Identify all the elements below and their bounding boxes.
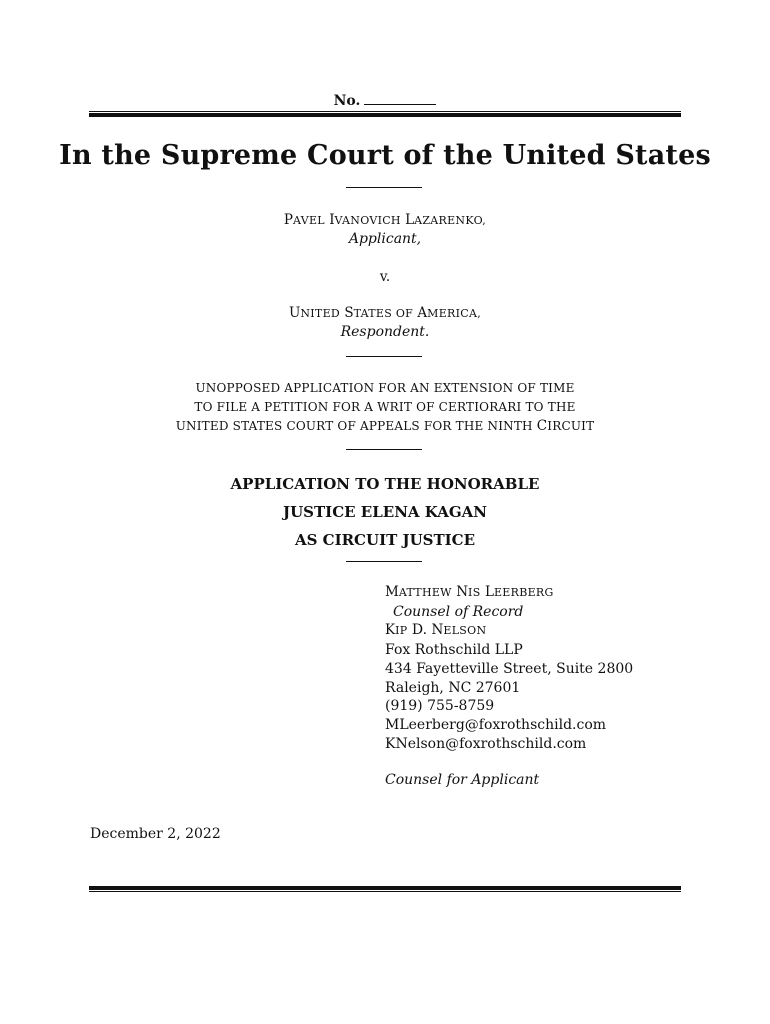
counsel-name-part: ELSON [443,624,487,638]
counsel-name-part: N [431,622,444,639]
counsel-name-part: K [385,622,396,639]
applicant-name-part: I [329,212,335,228]
counsel-city: Raleigh, NC 27601 [385,679,521,696]
motion-title-line-2: TO FILE A PETITION FOR A WRIT OF CERTIORARI TO THE [194,400,576,414]
respondent-name-part: A [417,305,428,321]
respondent-name [0,304,770,323]
counsel-email-2[interactable]: KNelson@foxrothschild.com [385,735,587,752]
motion-title-line-3-part: IRCUIT [547,419,595,433]
applicant-name-part: L [405,212,415,228]
bottom-rule-thick [89,886,681,890]
counsel-name-part: IS [468,586,481,599]
separator-rule-2 [346,356,422,357]
counsel-name-part: EERBERG [493,586,554,599]
court-title: In the Supreme Court of the United States [59,140,711,171]
top-double-rule [89,111,681,117]
applicant-name [0,211,770,230]
bottom-double-rule [89,886,681,892]
counsel-block [385,583,633,790]
application-line-3: AS CIRCUIT JUSTICE [294,531,476,549]
counsel-name-part: IP [395,624,408,638]
motion-title-line-3 [0,417,770,436]
separator-rule-3 [346,449,422,450]
respondent-name-part: MERICA, [427,307,482,320]
docket-label: No. [333,93,361,109]
counsel-name-1 [385,583,633,603]
applicant-role: Applicant, [348,231,422,247]
top-rule-thick [89,113,681,117]
motion-title-line-3-part: UNITED STATES COURT OF APPEALS FOR THE NINTH [175,419,533,433]
motion-title [0,379,770,436]
respondent-name-part: NITED [300,307,341,320]
counsel-name-part: M [385,584,399,600]
applicant-name-part: VANOVICH [334,214,401,227]
counsel-phone: (919) 755-8759 [385,698,495,715]
counsel-role-1: Counsel of Record [393,603,524,620]
top-rule-thin [89,111,681,112]
counsel-for: Counsel for Applicant [385,772,540,789]
respondent-block [0,304,770,341]
separator-rule-4 [346,561,422,562]
counsel-email-1[interactable]: MLeerberg@foxrothschild.com [385,716,607,733]
application-line-1: APPLICATION TO THE HONORABLE [230,475,540,493]
respondent-name-part: U [288,305,301,321]
docket-blank-line [364,92,436,105]
counsel-street: 434 Fayetteville Street, Suite 2800 [385,660,634,677]
motion-title-line-1: UNOPPOSED APPLICATION FOR AN EXTENSION OF TIME [195,381,575,395]
counsel-firm: Fox Rothschild LLP [385,642,523,659]
applicant-name-part: P [283,212,294,228]
counsel-name-part: L [484,584,494,600]
counsel-name-part: N [456,584,469,600]
application-heading [0,470,770,554]
application-line-2: JUSTICE ELENA KAGAN [283,503,487,521]
counsel-name-part: D. [411,622,428,639]
respondent-role: Respondent. [340,324,430,340]
respondent-name-part: S [344,305,354,321]
counsel-name-part: ATTHEW [398,586,452,599]
separator-rule-1 [346,187,422,188]
applicant-name-part: AVEL [293,214,325,227]
respondent-name-part: TATES OF [353,307,414,320]
applicant-block [0,211,770,248]
versus: v. [379,269,391,285]
bottom-rule-thin [89,891,681,892]
filing-date: December 2, 2022 [90,826,221,842]
docket-number [0,92,770,109]
motion-title-line-3-part: C [536,418,548,434]
counsel-name-2 [385,621,633,641]
applicant-name-part: AZARENKO, [414,214,487,227]
